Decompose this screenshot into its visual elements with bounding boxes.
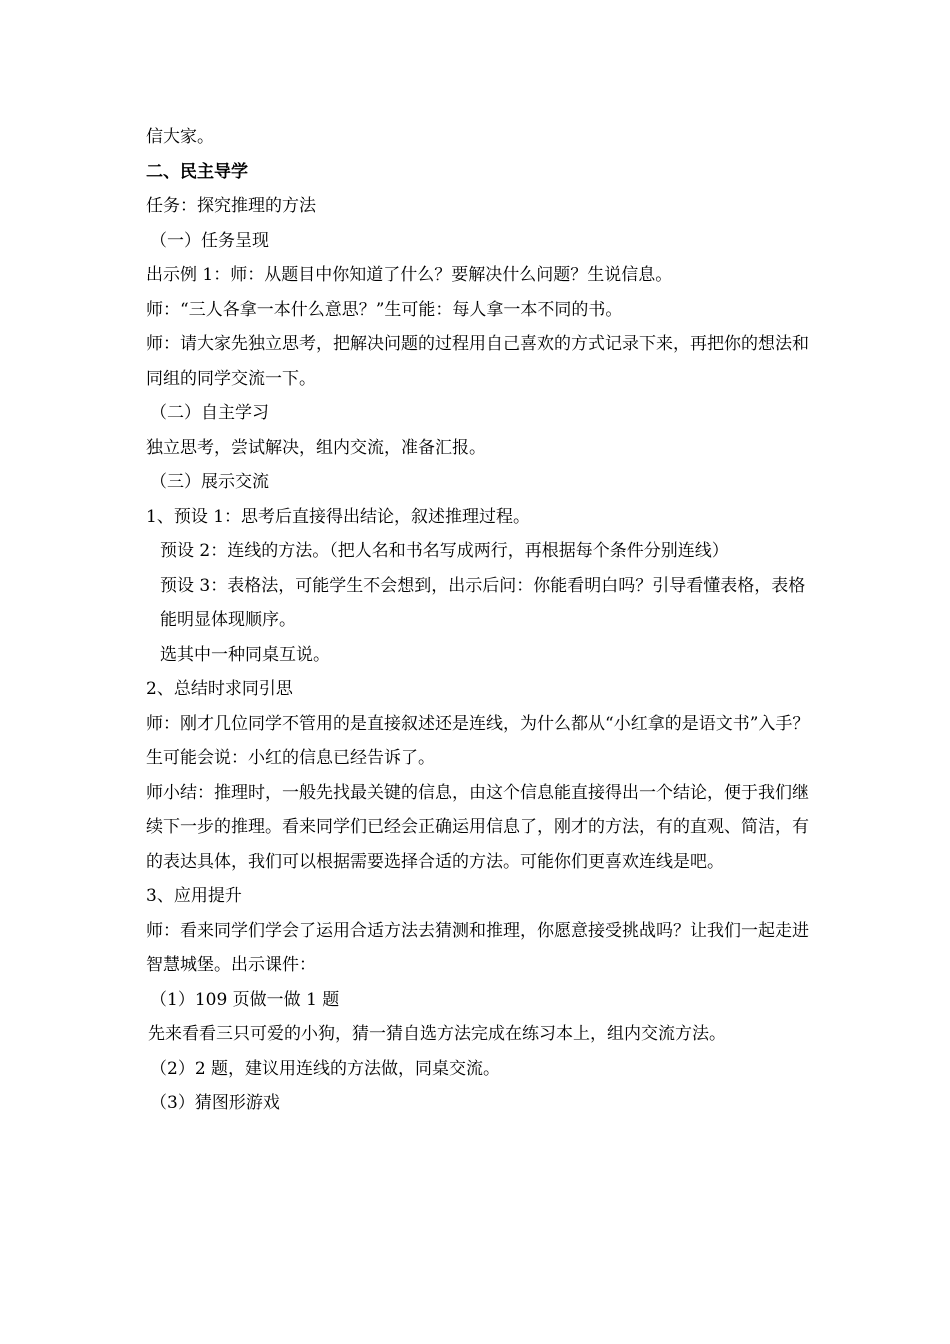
paragraph: 师：“三人各拿一本什么意思？”生可能：每人拿一本不同的书。	[146, 299, 623, 320]
document-body	[146, 120, 810, 1121]
subsection-heading: （一）任务呈现	[150, 230, 269, 251]
subsection-heading: （三）展示交流	[150, 472, 269, 492]
paragraph: 师：看来同学们学会了运用合适方法去猜测和推理，你愿意接受挑战吗？让我们一起走进智慧城堡。出示课件：	[146, 920, 809, 975]
list-item: 3、应用提升	[146, 886, 242, 906]
paragraph: 师：请大家先独立思考，把解决问题的过程用自己喜欢的方式记录下来，再把你的想法和同组的同学交流一下。	[146, 334, 809, 389]
list-item: 预设 2：连线的方法。（把人名和书名写成两行，再根据每个条件分别连线）	[160, 541, 729, 561]
section-heading: 二、民主导学	[146, 161, 248, 182]
list-item: （2）2 题，建议用连线的方法做，同桌交流。	[150, 1058, 501, 1079]
paragraph: 师：刚才几位同学不管用的是直接叙述还是连线，为什么都从“小红拿的是语文书”入手？	[146, 713, 810, 734]
paragraph: 出示例 1：师：从题目中你知道了什么？要解决什么问题？生说信息。	[146, 265, 673, 285]
list-item: 1、预设 1：思考后直接得出结论，叙述推理过程。	[146, 506, 531, 527]
list-item: （3）猜图形游戏	[150, 1093, 280, 1113]
list-item: 预设 3：表格法，可能学生不会想到，出示后问：你能看明白吗？引导看懂表格，表格能明显体现顺序。	[160, 575, 806, 630]
task-line: 任务：探究推理的方法	[146, 196, 316, 216]
paragraph: 选其中一种同桌互说。	[160, 644, 330, 665]
list-item: 2、总结时求同引思	[146, 679, 293, 699]
paragraph: 生可能会说：小红的信息已经告诉了。	[146, 748, 435, 768]
paragraph: 师小结：推理时，一般先找最关键的信息，由这个信息能直接得出一个结论，便于我们继续下一步的推理。看来同学们已经会正确运用信息了，刚才的方法，有的直观、简洁，有的表达具体，我们可以根据需要选择合适的方法。可能你们更喜欢连线是吧。	[146, 782, 809, 872]
subsection-heading: （二）自主学习	[150, 403, 269, 423]
list-item: （1）109 页做一做 1 题	[150, 989, 340, 1010]
paragraph: 先来看看三只可爱的小狗，猜一猜自选方法完成在练习本上，组内交流方法。	[148, 1024, 726, 1044]
paragraph-continuation: 信大家。	[146, 127, 214, 147]
paragraph: 独立思考，尝试解决，组内交流，准备汇报。	[146, 437, 486, 458]
